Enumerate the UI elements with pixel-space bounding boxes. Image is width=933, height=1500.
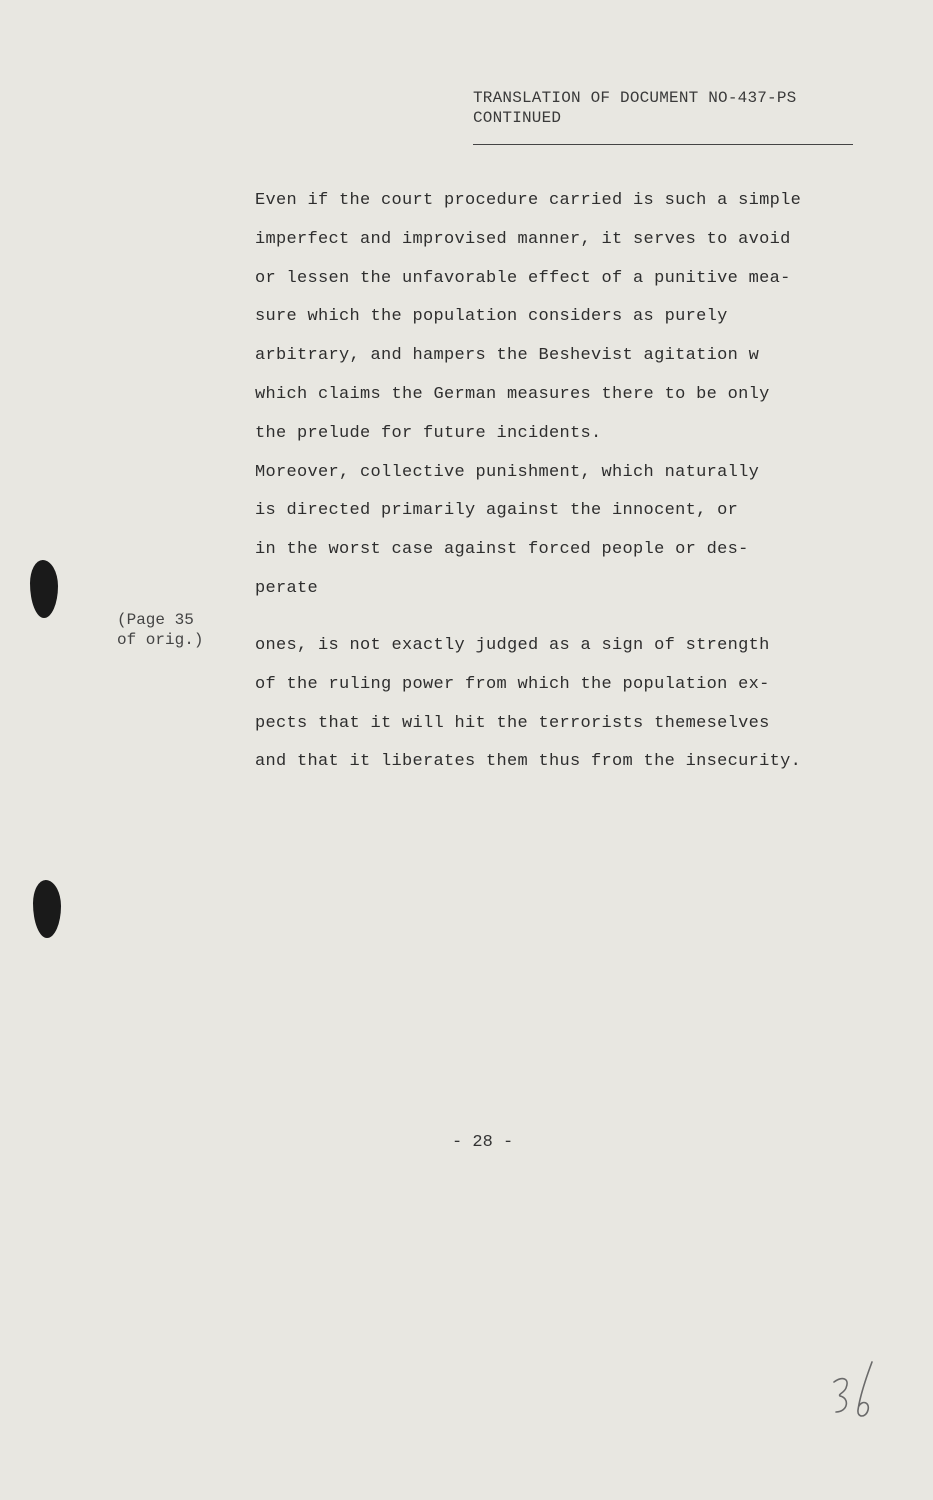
text-line: and that it liberates them thus from the insecurity. xyxy=(255,752,802,772)
margin-note-line: of orig.) xyxy=(117,631,204,649)
text-line: is directed primarily against the innocent, or xyxy=(255,501,739,521)
header-title: TRANSLATION OF DOCUMENT NO-437-PS xyxy=(473,89,797,107)
text-line: in the worst case against forced people or des- xyxy=(255,540,749,560)
text-line: perate xyxy=(255,578,319,598)
text-line: of the ruling power from which the population ex- xyxy=(255,674,770,694)
body-paragraph-1 xyxy=(255,182,865,609)
header-rule xyxy=(473,144,853,145)
text-line: ones, is not exactly judged as a sign of strength xyxy=(255,636,770,655)
text-line: pects that it will hit the terrorists themeselves xyxy=(255,713,770,733)
text-line: which claims the German measures there to be only xyxy=(255,384,770,404)
text-line: or lessen the unfavorable effect of a punitive mea- xyxy=(255,268,791,288)
text-line: imperfect and improvised manner, it serves to avoid xyxy=(255,229,791,249)
document-header xyxy=(473,88,796,128)
margin-page-reference xyxy=(117,610,203,650)
page-number: - 28 - xyxy=(452,1133,514,1152)
body-paragraph-2 xyxy=(255,627,875,782)
text-line: arbitrary, and hampers the Beshevist agitation w xyxy=(255,346,760,366)
text-line: Even if the court procedure carried is such a simple xyxy=(255,191,802,210)
handwritten-page-mark xyxy=(822,1360,892,1430)
header-continued: CONTINUED xyxy=(473,109,562,127)
margin-note-line: (Page 35 xyxy=(117,611,194,629)
text-line: the prelude for future incidents. xyxy=(255,423,602,443)
punch-hole-top xyxy=(30,560,58,618)
text-line: sure which the population considers as purely xyxy=(255,307,728,327)
text-line: Moreover, collective punishment, which naturally xyxy=(255,462,760,482)
punch-hole-bottom xyxy=(33,880,61,938)
